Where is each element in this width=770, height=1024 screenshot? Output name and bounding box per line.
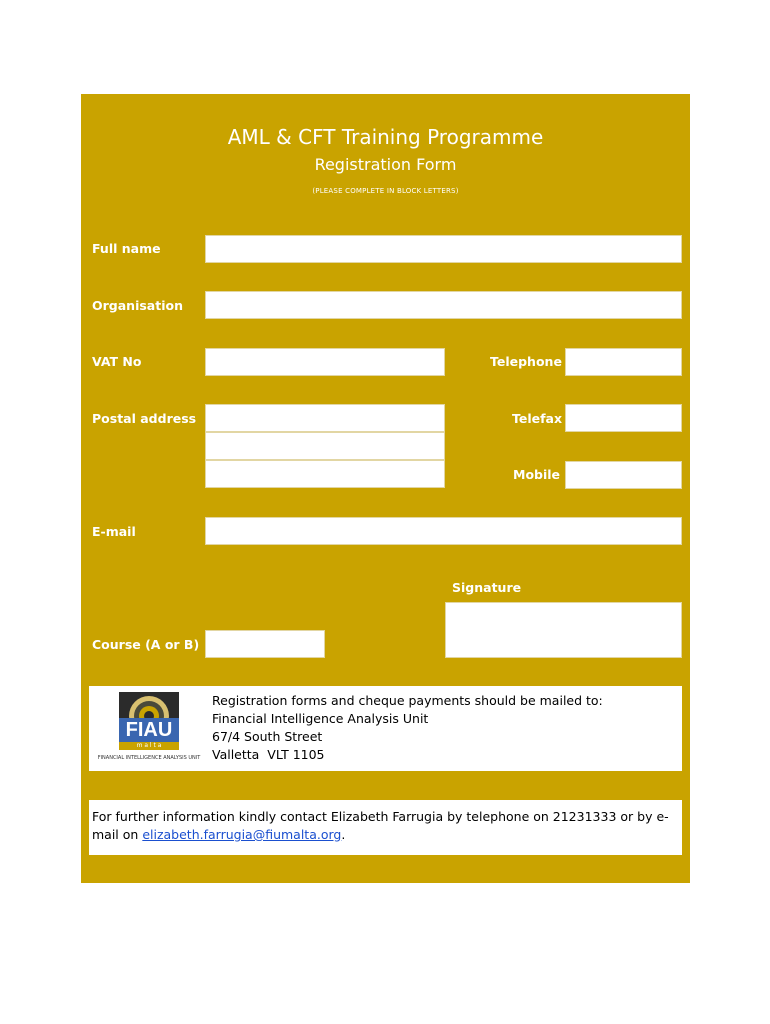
contact-text-before: For further information kindly contact Elizabeth Farrugia by telephone on 21231333 or by e-mail on	[92, 809, 669, 842]
registration-form-panel	[81, 94, 690, 883]
postal-address-label: Postal address	[92, 411, 197, 426]
form-instruction: (PLEASE COMPLETE IN BLOCK LETTERS)	[312, 187, 459, 195]
postal-address-field-line1[interactable]	[205, 404, 445, 432]
vat-no-field[interactable]	[205, 348, 445, 376]
mobile-field[interactable]	[565, 461, 682, 489]
course-label: Course (A or B)	[92, 637, 200, 652]
full-name-field[interactable]	[205, 235, 682, 263]
mailing-line4: Valletta VLT 1105	[212, 747, 325, 762]
contact-email-link[interactable]: elizabeth.farrugia@fiumalta.org	[142, 827, 342, 842]
vat-no-label: VAT No	[92, 354, 142, 369]
postal-address-field-line3[interactable]	[205, 460, 445, 488]
mailing-address	[212, 692, 603, 764]
fiau-logo	[97, 692, 201, 768]
mobile-label: Mobile	[513, 467, 561, 482]
contact-text-after: .	[341, 827, 346, 842]
mailing-line1: Registration forms and cheque payments should be mailed to:	[212, 693, 603, 708]
logo-caption: FINANCIAL INTELLIGENCE ANALYSIS UNIT	[97, 755, 201, 761]
full-name-label: Full name	[92, 241, 161, 256]
email-label: E-mail	[92, 524, 136, 539]
contact-text	[92, 808, 677, 844]
postal-address-field-line2[interactable]	[205, 432, 445, 460]
telephone-label: Telephone	[490, 354, 562, 369]
logo-acronym: FIAU	[125, 719, 173, 741]
organisation-label: Organisation	[92, 298, 183, 313]
telefax-label: Telefax	[512, 411, 563, 426]
form-subtitle: Registration Form	[314, 155, 457, 174]
contact-info-box	[89, 800, 682, 855]
signature-field[interactable]	[445, 602, 682, 658]
mailing-line2: Financial Intelligence Analysis Unit	[212, 711, 429, 726]
email-field[interactable]	[205, 517, 682, 545]
form-title: AML & CFT Training Programme	[227, 125, 544, 149]
course-field[interactable]	[205, 630, 325, 658]
telephone-field[interactable]	[565, 348, 682, 376]
telefax-field[interactable]	[565, 404, 682, 432]
mailing-line3: 67/4 South Street	[212, 729, 323, 744]
mailing-info-box	[89, 686, 682, 771]
signature-label: Signature	[452, 580, 522, 595]
logo-country: m a l t a	[136, 742, 162, 749]
organisation-field[interactable]	[205, 291, 682, 319]
